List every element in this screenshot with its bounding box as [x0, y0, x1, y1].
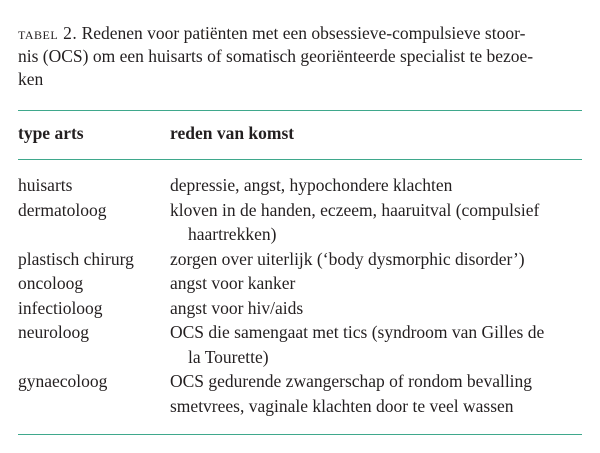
cell-type-arts: neuroloog	[18, 322, 89, 342]
header-reden-van-komst: reden van komst	[170, 123, 295, 143]
cell-type-arts: infectioloog	[18, 297, 103, 318]
cell-reden	[170, 198, 586, 247]
reden-line-continued: la Tourette)	[188, 346, 269, 367]
cell-type-arts: plastisch chirurg	[18, 248, 134, 269]
reden-line-continued: haartrekken)	[188, 224, 277, 244]
reden-line: OCS die samengaat met tics (syndroom van Gilles de	[170, 322, 545, 342]
table-row	[0, 198, 600, 247]
table-row	[0, 247, 600, 272]
caption-text-line-3: ken	[18, 69, 44, 89]
reden-line: angst voor kanker	[170, 273, 296, 293]
reden-line: zorgen over uiterlijk (‘body dysmorphic disorder’)	[170, 248, 525, 269]
reden-line: smetvrees, vaginale klachten door te veel wassen	[170, 395, 514, 416]
cell-type-arts: dermatoloog	[18, 199, 107, 220]
cell-reden	[170, 320, 586, 369]
table-row	[0, 369, 600, 418]
cell-type-arts: oncoloog	[18, 273, 84, 293]
reden-line: depressie, angst, hypochondere klachten	[170, 175, 453, 195]
table-row	[0, 320, 600, 369]
cell-reden	[170, 369, 586, 418]
table-row	[0, 173, 600, 198]
reden-line: kloven in de handen, eczeem, haaruitval (compulsief	[170, 199, 540, 220]
top-rule	[18, 110, 582, 111]
reden-line: angst voor hiv/aids	[170, 297, 304, 318]
reden-line: OCS gedurende zwangerschap of rondom bevalling	[170, 371, 533, 391]
caption-text-line-2: nis (OCS) om een huisarts of somatisch georiënteerde specialist te bezoe-	[18, 46, 534, 66]
cell-reden	[170, 173, 586, 198]
table-caption	[18, 22, 584, 91]
bottom-rule	[18, 434, 582, 435]
caption-text-line-1: Redenen voor patiënten met een obsessieve-compulsieve stoor-	[81, 23, 526, 43]
cell-reden	[170, 247, 586, 272]
header-type-arts: type arts	[18, 123, 84, 143]
table-label: tabel 2.	[18, 23, 78, 43]
table-body	[0, 173, 600, 418]
header-rule	[18, 159, 582, 160]
table-row	[0, 296, 600, 321]
cell-reden	[170, 271, 586, 296]
cell-type-arts: huisarts	[18, 175, 73, 195]
cell-reden	[170, 296, 586, 321]
table-row	[0, 271, 600, 296]
cell-type-arts: gynaecoloog	[18, 371, 108, 391]
